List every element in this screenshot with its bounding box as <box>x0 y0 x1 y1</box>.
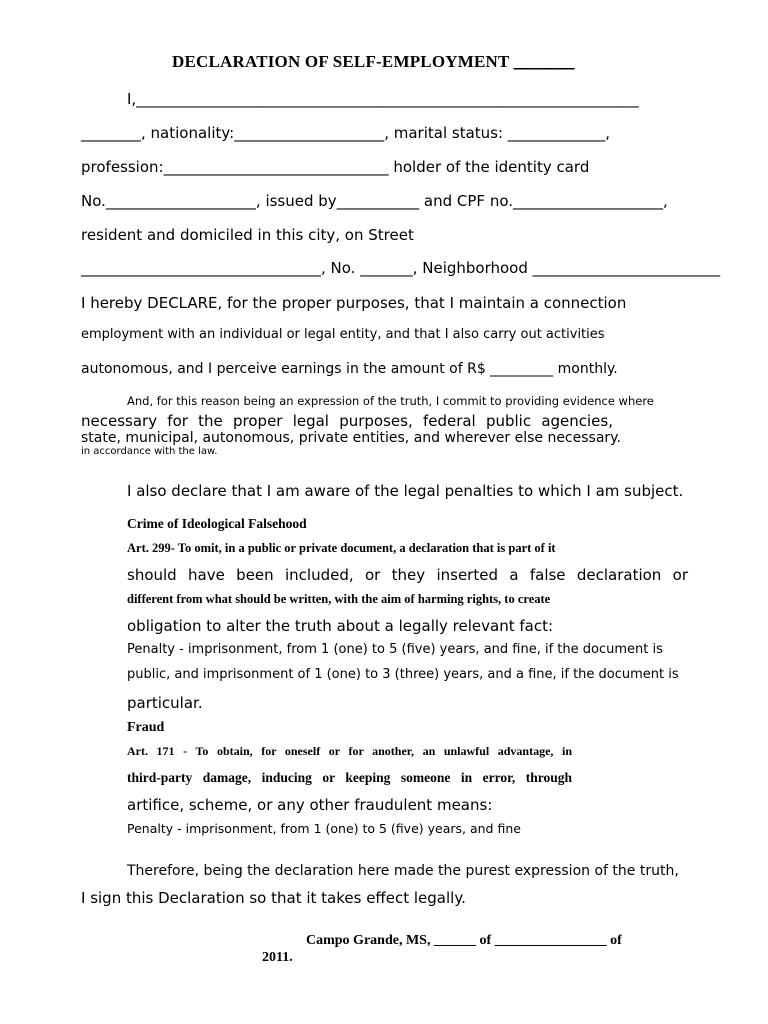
evidence-line-3: state, municipal, autonomous, private entities, and wherever else necessary. <box>81 430 621 446</box>
document-title <box>172 52 575 72</box>
art-171-line-2: third-party damage, inducing or keeping someone in error, through <box>127 770 572 785</box>
art-299-line-3: different from what should be written, with the aim of harming rights, to create <box>127 592 551 606</box>
identity-line: No.____________________, issued by___________ and CPF no.____________________, <box>81 192 668 210</box>
residence-line: resident and domiciled in this city, on Street <box>81 226 414 244</box>
closing-line-1: Therefore, being the declaration here made the purest expression of the truth, <box>127 863 679 879</box>
evidence-line-1: And, for this reason being an expression of the truth, I commit to providing evidence where <box>127 394 654 408</box>
closing-line-2: I sign this Declaration so that it takes effect legally. <box>81 889 466 907</box>
art-171-line-3: artifice, scheme, or any other fraudulent means: <box>127 796 493 814</box>
evidence-line-4: in accordance with the law. <box>81 446 218 457</box>
title-text: DECLARATION OF SELF-EMPLOYMENT <box>172 52 510 71</box>
name-line: I,___________________________________________________________________ <box>127 90 639 108</box>
art-299-line-4: obligation to alter the truth about a legally relevant fact: <box>127 617 554 635</box>
penalties-awareness-line: I also declare that I am aware of the legal penalties to which I am subject. <box>127 482 684 500</box>
title-blank: _______ <box>513 52 575 71</box>
art-299-penalty-line-1: Penalty - imprisonment, from 1 (one) to 5 (five) years, and fine, if the document is <box>127 642 663 657</box>
art-299-line-1: Art. 299- To omit, in a public or private document, a declaration that is part of it <box>127 541 556 555</box>
declare-line-3: autonomous, and I perceive earnings in the amount of R$ _________ monthly. <box>81 361 618 377</box>
declare-line-2: employment with an individual or legal entity, and that I also carry out activities <box>81 327 605 342</box>
place-date-line: Campo Grande, MS, ______ of ________________ of <box>306 933 622 948</box>
address-line: ________________________________, No. _______, Neighborhood _________________________ <box>81 259 721 277</box>
art-299-line-2: should have been included, or they inserted a false declaration or <box>127 566 688 584</box>
art-299-penalty-line-3: particular. <box>127 694 203 712</box>
profession-line: profession:______________________________ holder of the identity card <box>81 158 590 176</box>
crime-heading: Crime of Ideological Falsehood <box>127 516 307 531</box>
fraud-heading: Fraud <box>127 720 165 735</box>
art-171-line-1: Art. 171 - To obtain, for oneself or for another, an unlawful advantage, in <box>127 744 572 758</box>
nationality-line: ________, nationality:____________________, marital status: _____________, <box>81 124 611 142</box>
declare-line-1: I hereby DECLARE, for the proper purposes, that I maintain a connection <box>81 294 627 312</box>
art-299-penalty-line-2: public, and imprisonment of 1 (one) to 3 (three) years, and a fine, if the document is <box>127 667 679 682</box>
year-line: 2011. <box>262 950 293 965</box>
art-171-penalty-line: Penalty - imprisonment, from 1 (one) to 5 (five) years, and fine <box>127 821 521 836</box>
evidence-line-2: necessary for the proper legal purposes, federal public agencies, <box>81 412 613 430</box>
